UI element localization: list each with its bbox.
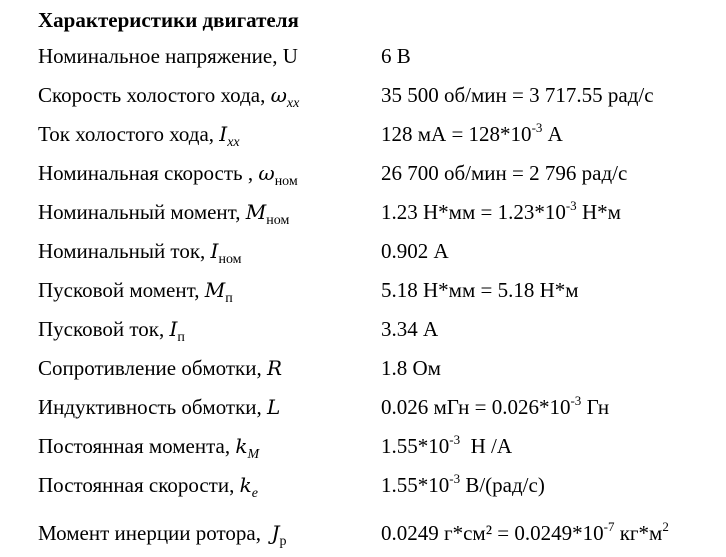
row-symbol: M	[204, 278, 226, 302]
row-symbol-subscript: п	[225, 291, 233, 306]
row-symbol: M	[245, 200, 267, 224]
table-row	[0, 392, 726, 422]
table-row	[0, 275, 726, 305]
row-label-text: Номинальная скорость ,	[38, 161, 259, 185]
row-value	[381, 518, 669, 548]
row-label	[38, 80, 299, 110]
row-value: 35 500 об/мин = 3 717.55 рад/с	[381, 83, 654, 107]
row-label-text: Скорость холостого хода,	[38, 83, 271, 107]
table-row	[0, 353, 726, 383]
table-row	[0, 119, 726, 149]
row-symbol: L	[267, 395, 281, 419]
row-label-text: Ток холостого хода,	[38, 122, 220, 146]
row-label-text: Постоянная момента,	[38, 434, 236, 458]
row-value-exponent: -3	[449, 471, 461, 486]
row-value-text: 0.0249 г*см² = 0.0249*10	[381, 521, 604, 545]
row-symbol-subscript: M	[247, 447, 260, 462]
row-value-exponent: -3	[449, 432, 461, 447]
row-label	[38, 158, 298, 188]
row-label-text: Пусковой ток,	[38, 317, 170, 341]
row-label-text: Момент инерции ротора,	[38, 521, 272, 545]
row-symbol: R	[266, 356, 283, 380]
row-symbol-subscript: р	[279, 534, 287, 549]
row-label-text: Номинальный ток,	[38, 239, 211, 263]
row-value: 0.902 А	[381, 239, 449, 263]
row-label-text: Пусковой момент,	[38, 278, 205, 302]
row-value-text: 1.55*10	[381, 434, 450, 458]
row-symbol-subscript: xx	[286, 96, 300, 111]
row-value-text: 128 мА = 128*10	[381, 122, 532, 146]
row-symbol: I	[219, 122, 228, 146]
row-label	[38, 470, 258, 500]
table-row	[0, 431, 726, 461]
table-row	[0, 470, 726, 500]
table-row	[0, 80, 726, 110]
row-symbol-subscript: xx	[227, 135, 240, 150]
row-label: Номинальное напряжение, U	[38, 44, 298, 68]
row-value-text: 1.23 Н*мм = 1.23*10	[381, 200, 566, 224]
row-label-text: Индуктивность обмотки,	[38, 395, 268, 419]
row-value-unit: кг*м	[614, 521, 663, 545]
row-symbol: k	[239, 473, 252, 497]
row-value: 26 700 об/мин = 2 796 рад/с	[381, 161, 628, 185]
row-label-text: Номинальный момент,	[38, 200, 246, 224]
row-value: 3.34 А	[381, 317, 439, 341]
row-label	[38, 392, 280, 422]
row-symbol-subscript: п	[177, 330, 185, 345]
row-label-text: Постоянная скорости,	[38, 473, 240, 497]
row-symbol: I	[210, 239, 219, 263]
row-value	[381, 197, 621, 227]
row-value-unit: В/(рад/с)	[460, 473, 545, 497]
table-row	[0, 197, 726, 227]
row-label	[38, 236, 242, 266]
table-row	[0, 314, 726, 344]
row-value: 1.8 Ом	[381, 356, 441, 380]
row-value-unit: Гн	[581, 395, 610, 419]
table-row	[0, 158, 726, 188]
row-value-exponent: -7	[603, 519, 615, 534]
row-value: 5.18 Н*мм = 5.18 Н*м	[381, 278, 579, 302]
row-value	[381, 392, 609, 422]
row-symbol: ω	[270, 83, 287, 107]
row-label-text: Сопротивление обмотки,	[38, 356, 267, 380]
row-label	[38, 431, 259, 461]
row-symbol: J	[271, 521, 280, 545]
row-symbol: I	[169, 317, 178, 341]
row-value-unit-exponent: 2	[662, 519, 669, 534]
row-label	[38, 119, 240, 149]
table-title: Характеристики двигателя	[38, 8, 299, 32]
row-label	[38, 314, 185, 344]
row-symbol-subscript: ном	[274, 174, 298, 189]
row-value-exponent: -3	[570, 393, 582, 408]
row-value	[381, 431, 512, 461]
row-symbol-subscript: e	[251, 486, 258, 501]
row-value-exponent: -3	[531, 120, 543, 135]
row-value-unit: Н*м	[576, 200, 621, 224]
row-value-exponent: -3	[565, 198, 577, 213]
row-symbol: ω	[258, 161, 275, 185]
row-symbol: k	[235, 434, 248, 458]
table-row	[0, 236, 726, 266]
row-value-unit: Н /А	[460, 434, 513, 458]
table-row	[0, 41, 726, 71]
row-label	[38, 353, 282, 383]
row-value	[381, 470, 545, 500]
row-symbol-subscript: ном	[218, 252, 242, 267]
row-value: 6 В	[381, 44, 411, 68]
row-label	[38, 197, 289, 227]
row-value-text: 1.55*10	[381, 473, 450, 497]
row-symbol-subscript: ном	[266, 213, 290, 228]
row-label	[38, 275, 233, 305]
row-value	[381, 119, 563, 149]
table-row	[0, 518, 726, 548]
row-label	[38, 518, 287, 548]
row-value-unit: А	[542, 122, 563, 146]
row-value-text: 0.026 мГн = 0.026*10	[381, 395, 571, 419]
